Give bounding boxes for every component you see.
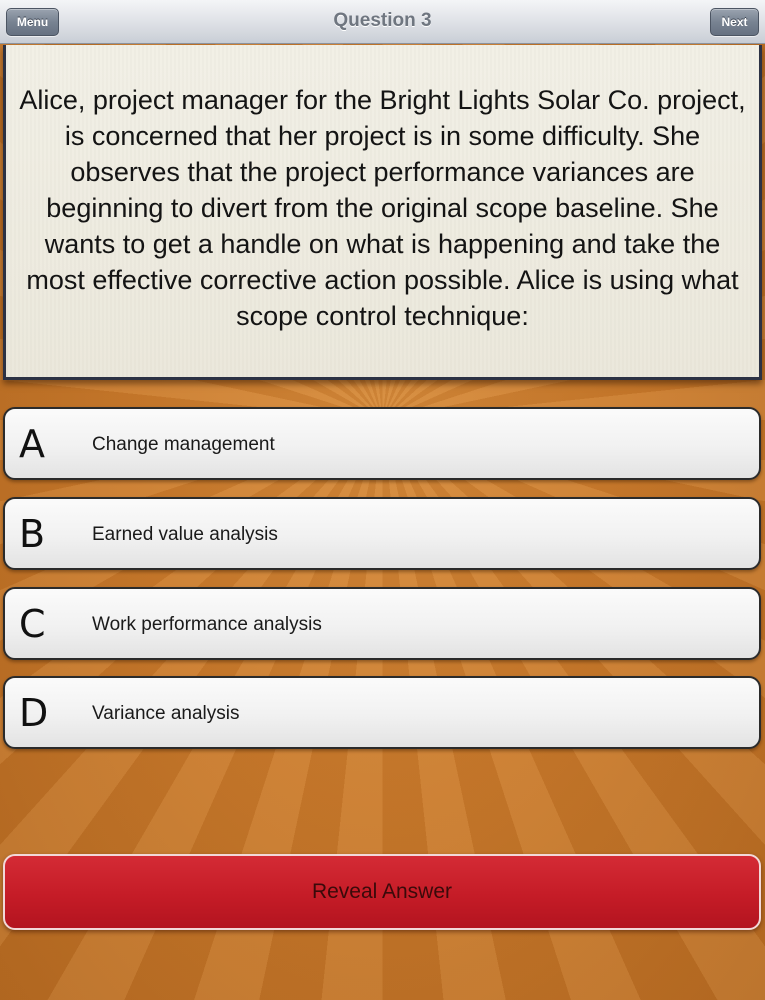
option-letter: C <box>19 602 46 646</box>
navigation-bar <box>0 0 765 44</box>
question-card <box>3 45 762 380</box>
question-text: Alice, project manager for the Bright Lights Solar Co. project, is concerned that her project is in some difficulty. She observes that the project performance variances are beginning to divert from the original scope baseline. She wants to get a handle on what is happening and take the most effective corrective action possible. Alice is using what scope control technique: <box>19 85 746 331</box>
option-text: Variance analysis <box>92 703 240 724</box>
option-letter: B <box>19 512 46 556</box>
option-text: Earned value analysis <box>92 524 278 545</box>
option-text: Change management <box>92 434 275 455</box>
menu-button[interactable]: Menu <box>6 8 59 36</box>
answer-option-b[interactable] <box>3 497 761 570</box>
answer-option-c[interactable] <box>3 587 761 660</box>
reveal-answer-button[interactable]: Reveal Answer <box>3 854 761 930</box>
answer-option-a[interactable] <box>3 407 761 480</box>
option-letter: A <box>19 422 45 466</box>
next-button[interactable]: Next <box>710 8 759 36</box>
option-text: Work performance analysis <box>92 614 322 635</box>
option-letter: D <box>19 691 49 735</box>
page-title: Question 3 <box>333 10 432 31</box>
answer-option-d[interactable] <box>3 676 761 749</box>
